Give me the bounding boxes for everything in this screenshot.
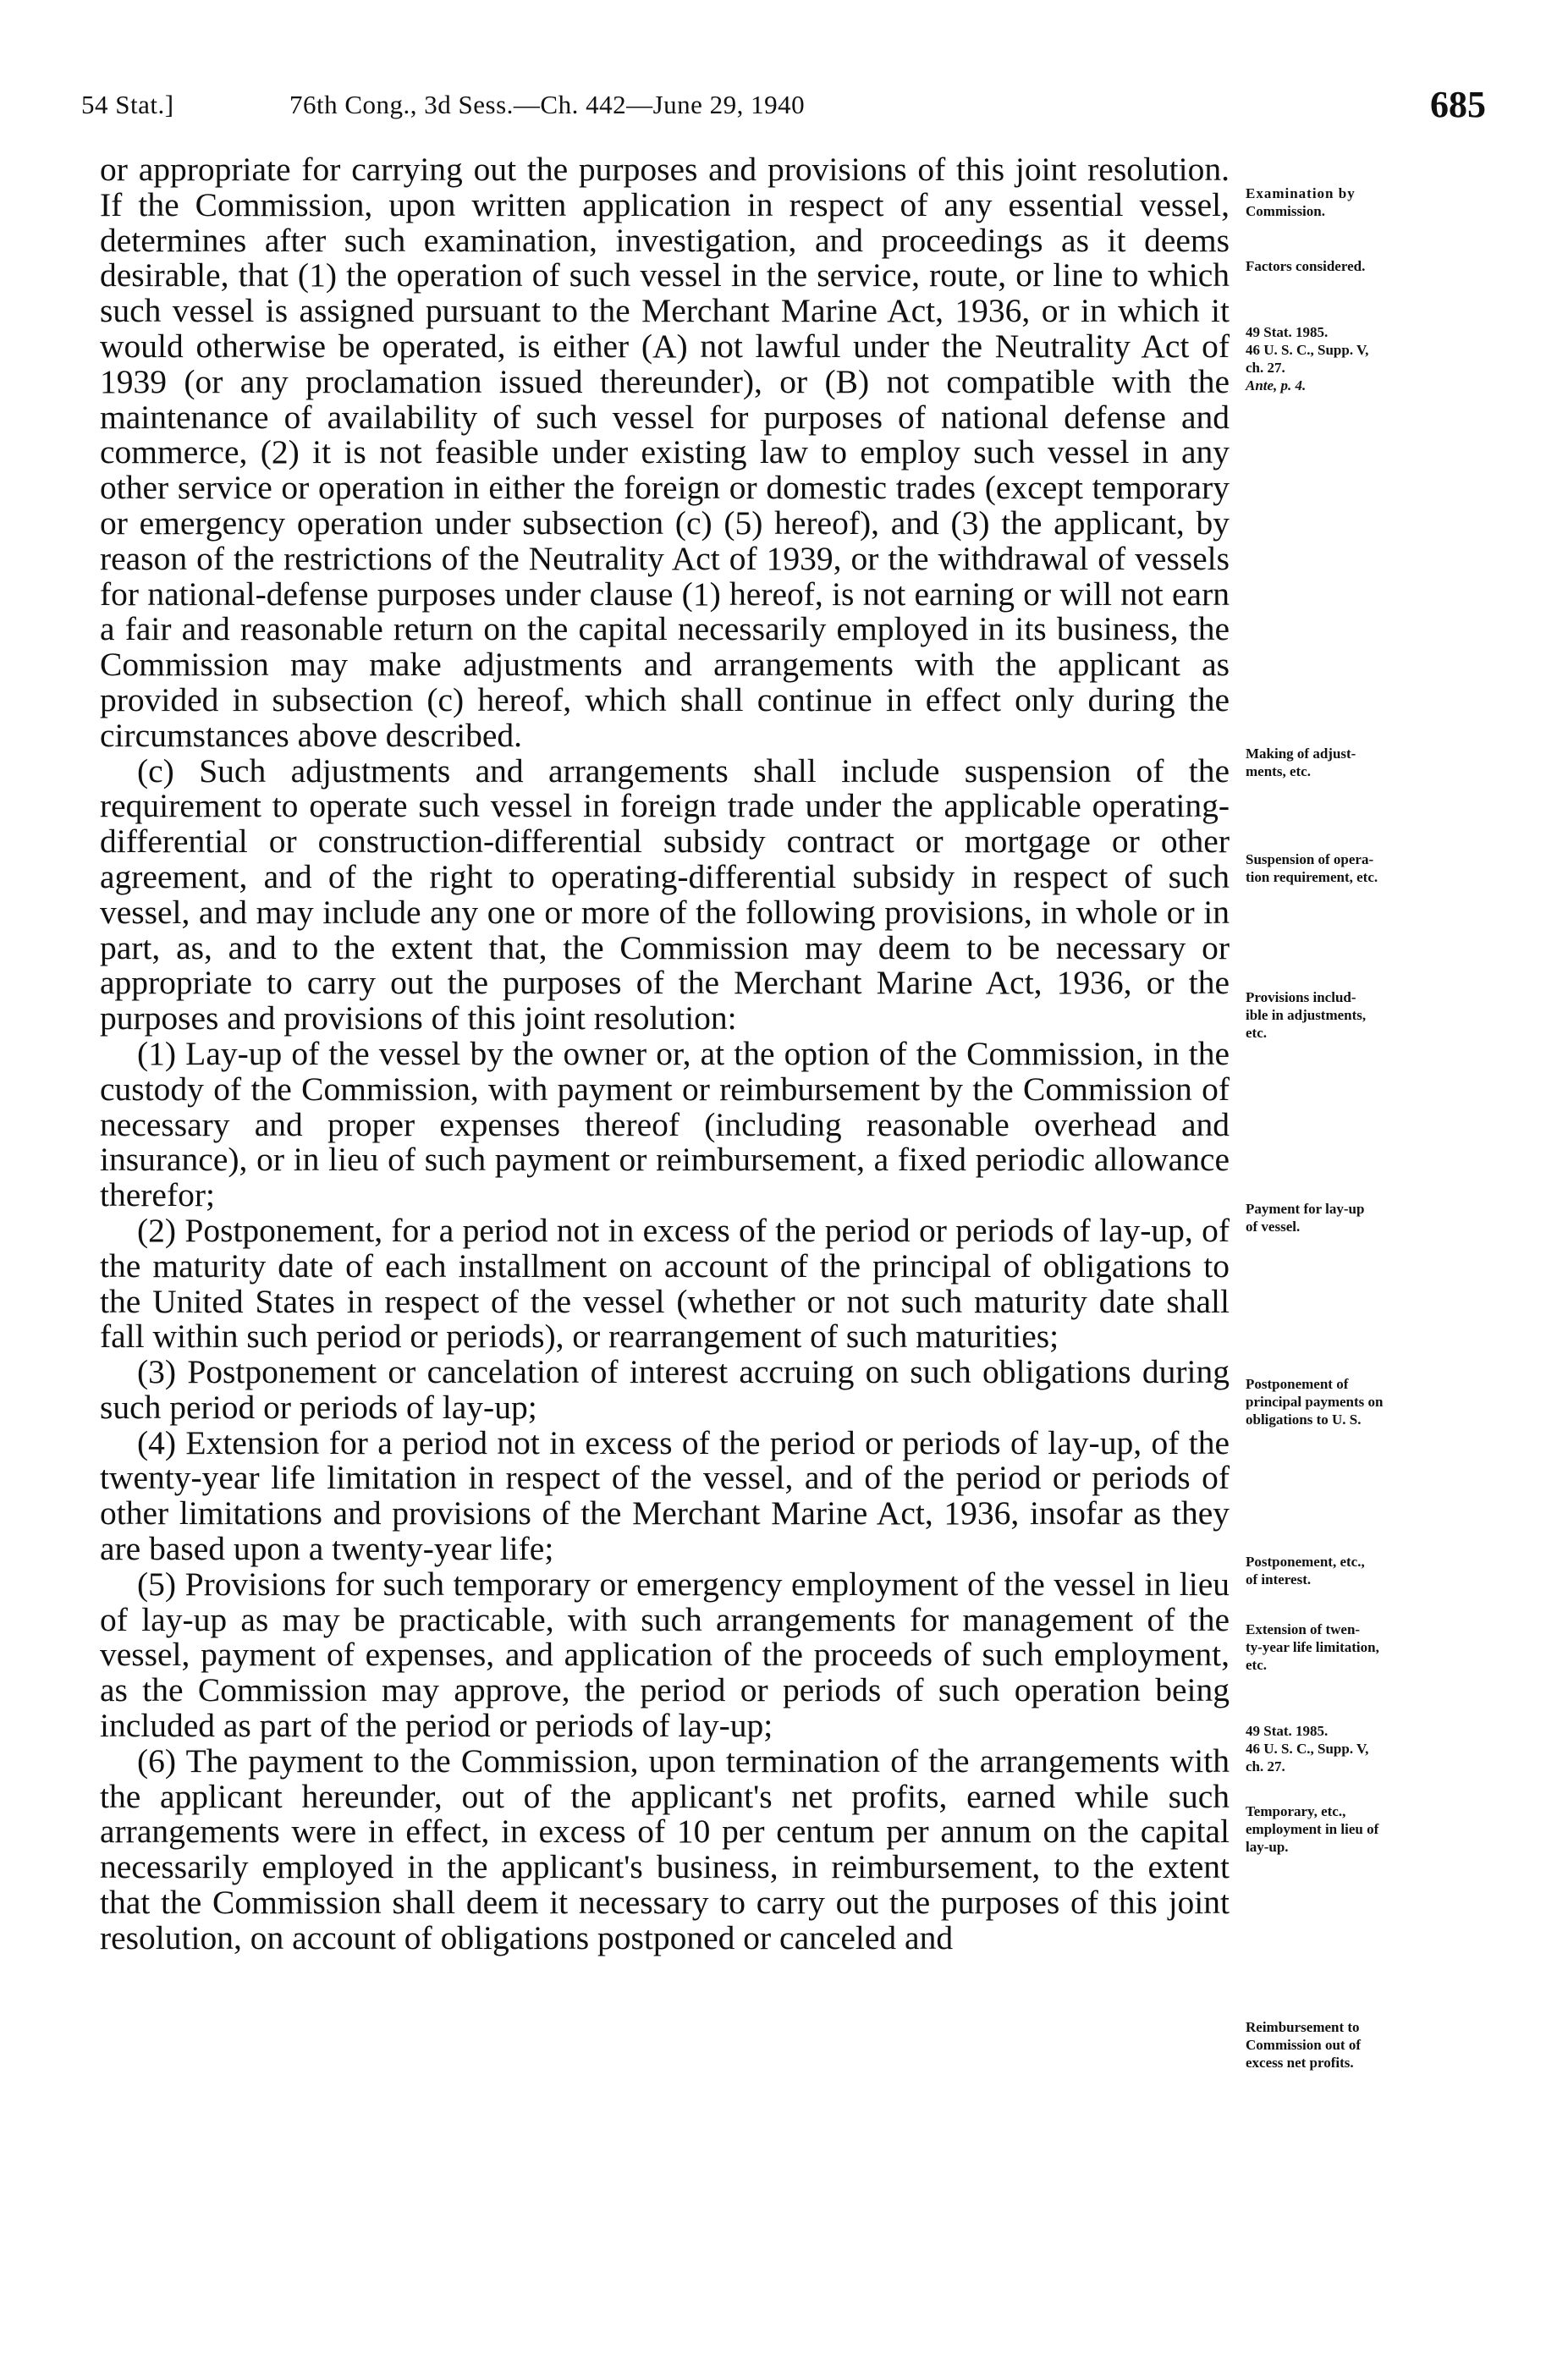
margin-note (1246, 1802, 1499, 1856)
margin-note-line: 46 U. S. C., Supp. V, (1246, 1741, 1369, 1757)
margin-note-line: ch. 27. (1246, 1758, 1285, 1775)
margin-note-line: Examination by (1246, 185, 1356, 201)
margin-note-line: tion requirement, etc. (1246, 869, 1378, 885)
margin-note-citation (1246, 323, 1499, 394)
margin-note-line: Reimbursement to (1246, 2019, 1360, 2035)
margin-note-line: ty-year life limitation, (1246, 1639, 1379, 1655)
margin-note-line: Commission out of (1246, 2037, 1362, 2053)
paragraph-provision-1: (1) Lay-up of the vessel by the owner or, at the option of the Commission, in the custody of the Commission, with payment or reimbursement by the Commission of necessary and proper expenses thereof (including reasonable overhead and insurance), or in lieu of such payment or reimbursement, a fixed periodic allowance therefor; (100, 1034, 1230, 1214)
margin-note-line: excess net profits. (1246, 2055, 1354, 2071)
margin-note-line: Provisions includ- (1246, 989, 1356, 1005)
margin-note-line: Suspension of opera- (1246, 851, 1374, 867)
margin-note (1246, 257, 1499, 275)
statute-body-text (100, 152, 1230, 1956)
margin-note-line: lay-up. (1246, 1839, 1289, 1855)
margin-note-line: ch. 27. (1246, 360, 1285, 376)
page-number: 685 (1430, 84, 1486, 125)
margin-note-line: Extension of twen- (1246, 1621, 1361, 1637)
margin-note-line: Postponement, etc., (1246, 1554, 1365, 1570)
margin-note-line: Postponement of (1246, 1376, 1349, 1392)
margin-note-line: Payment for lay-up (1246, 1201, 1365, 1217)
margin-note-line: obligations to U. S. (1246, 1411, 1362, 1428)
margin-note-citation (1246, 1722, 1499, 1775)
paragraph-provision-2: (2) Postponement, for a period not in excess of the period or periods of lay-up, of the maturity date of each installment on account of the principal of obligations to the United States in respect of the vessel (whether or not such maturity date shall fall within such period or periods), or rearrangement of such maturities; (100, 1211, 1230, 1356)
margin-note (1246, 850, 1499, 886)
session-chapter-date: 76th Cong., 3d Sess.—Ch. 442—June 29, 1940 (289, 90, 806, 119)
margin-note-line: Factors considered. (1246, 258, 1366, 274)
margin-note-line: of interest. (1246, 1571, 1312, 1587)
paragraph-provision-5: (5) Provisions for such temporary or emergency employment of the vessel in lieu of lay-up as may be practicable, with such arrangements for management of the vessel, payment of expenses, and application of the proceeds of such employment, as the Commission may approve, the period or periods of such operation being included as part of the period or periods of lay-up; (100, 1565, 1230, 1745)
paragraph-provision-4: (4) Extension for a period not in excess of the period or periods of lay-up, of the twenty-year life limitation in respect of the vessel, and of the period or periods of other limitations and provisions of the Merchant Marine Act, 1936, insofar as they are based upon a twenty-year life; (100, 1423, 1230, 1568)
margin-note-line: Commission. (1246, 203, 1325, 219)
margin-note-line: ible in adjustments, (1246, 1007, 1367, 1023)
margin-note-line: etc. (1246, 1025, 1268, 1041)
margin-note-line: of vessel. (1246, 1219, 1301, 1235)
margin-note (1246, 745, 1499, 780)
running-header (81, 83, 1486, 134)
margin-note-line: Temporary, etc., (1246, 1803, 1346, 1819)
paragraph-continuation: or appropriate for carrying out the purposes and provisions of this joint resolution. If the Commission, upon written application in respect of any essential vessel, determines after such examination, investigation, and proceedings as it deems desirable, that (1) the operation of such vessel in the service, route, or line to which such vessel is assigned pursuant to the Merchant Marine Act, 1936, or in which it would otherwise be operated, is either (A) not lawful under the Neutrality Act of 1939 (or any proclamation issued thereunder), or (B) not compatible with the maintenance of availability of such vessel for purposes of national defense and commerce, (2) it is not feasible under existing law to employ such vessel in any other service or operation in either the foreign or domestic trades (except temporary or emergency operation under subsection (c) (5) hereof), and (3) the applicant, by reason of the restrictions of the Neutrality Act of 1939, or the withdrawal of vessels for national-defense purposes under clause (1) hereof, is not earning or will not earn a fair and reasonable return on the capital necessarily employed in its business, the Commission may make adjustments and arrangements with the applicant as provided in subsection (c) hereof, which shall continue in effect only during the circumstances above described. (100, 151, 1230, 754)
margin-note (1246, 184, 1499, 220)
margin-note-line: Making of adjust- (1246, 746, 1356, 762)
margin-note-line: principal payments on (1246, 1394, 1384, 1410)
margin-note-line: etc. (1246, 1657, 1268, 1673)
paragraph-subsection-c: (c) Such adjustments and arrangements shall include suspension of the requirement to operate such vessel in foreign trade under the applicable operating-differential or construction-differential subsidy contract or mortgage or other agreement, and of the right to operating-differential subsidy in respect of such vessel, and may include any one or more of the following provisions, in whole or in part, as, and to the extent that, the Commission may deem to be necessary or appropriate to carry out the purposes of the Merchant Marine Act, 1936, or the purposes and provisions of this joint resolution: (100, 751, 1230, 1037)
margin-note (1246, 1200, 1499, 1235)
paragraph-provision-6: (6) The payment to the Commission, upon termination of the arrangements with the applicant hereunder, out of the applicant's net profits, earned while such arrangements were in effect, in excess of 10 per centum per annum on the capital necessarily employed in the applicant's business, in reimbursement, to the extent that the Commission shall deem it necessary to carry out the purposes of this joint resolution, on account of obligations postponed or canceled and (100, 1741, 1230, 1956)
margin-note (1246, 1375, 1499, 1428)
margin-note-line: Ante, p. 4. (1246, 377, 1307, 393)
margin-note-line: ments, etc. (1246, 763, 1311, 779)
margin-note-line: 46 U. S. C., Supp. V, (1246, 342, 1369, 358)
volume-reference: 54 Stat.] (81, 90, 174, 119)
margin-note (1246, 988, 1499, 1042)
margin-note-line: employment in lieu of (1246, 1821, 1379, 1837)
margin-note (1246, 1553, 1499, 1588)
paragraph-provision-3: (3) Postponement or cancelation of interest accruing on such obligations during such period or periods of lay-up; (100, 1353, 1230, 1426)
margin-note-line: 49 Stat. 1985. (1246, 1723, 1329, 1739)
margin-note (1246, 1620, 1499, 1674)
margin-note-line: 49 Stat. 1985. (1246, 324, 1329, 340)
margin-note (1246, 2018, 1499, 2072)
